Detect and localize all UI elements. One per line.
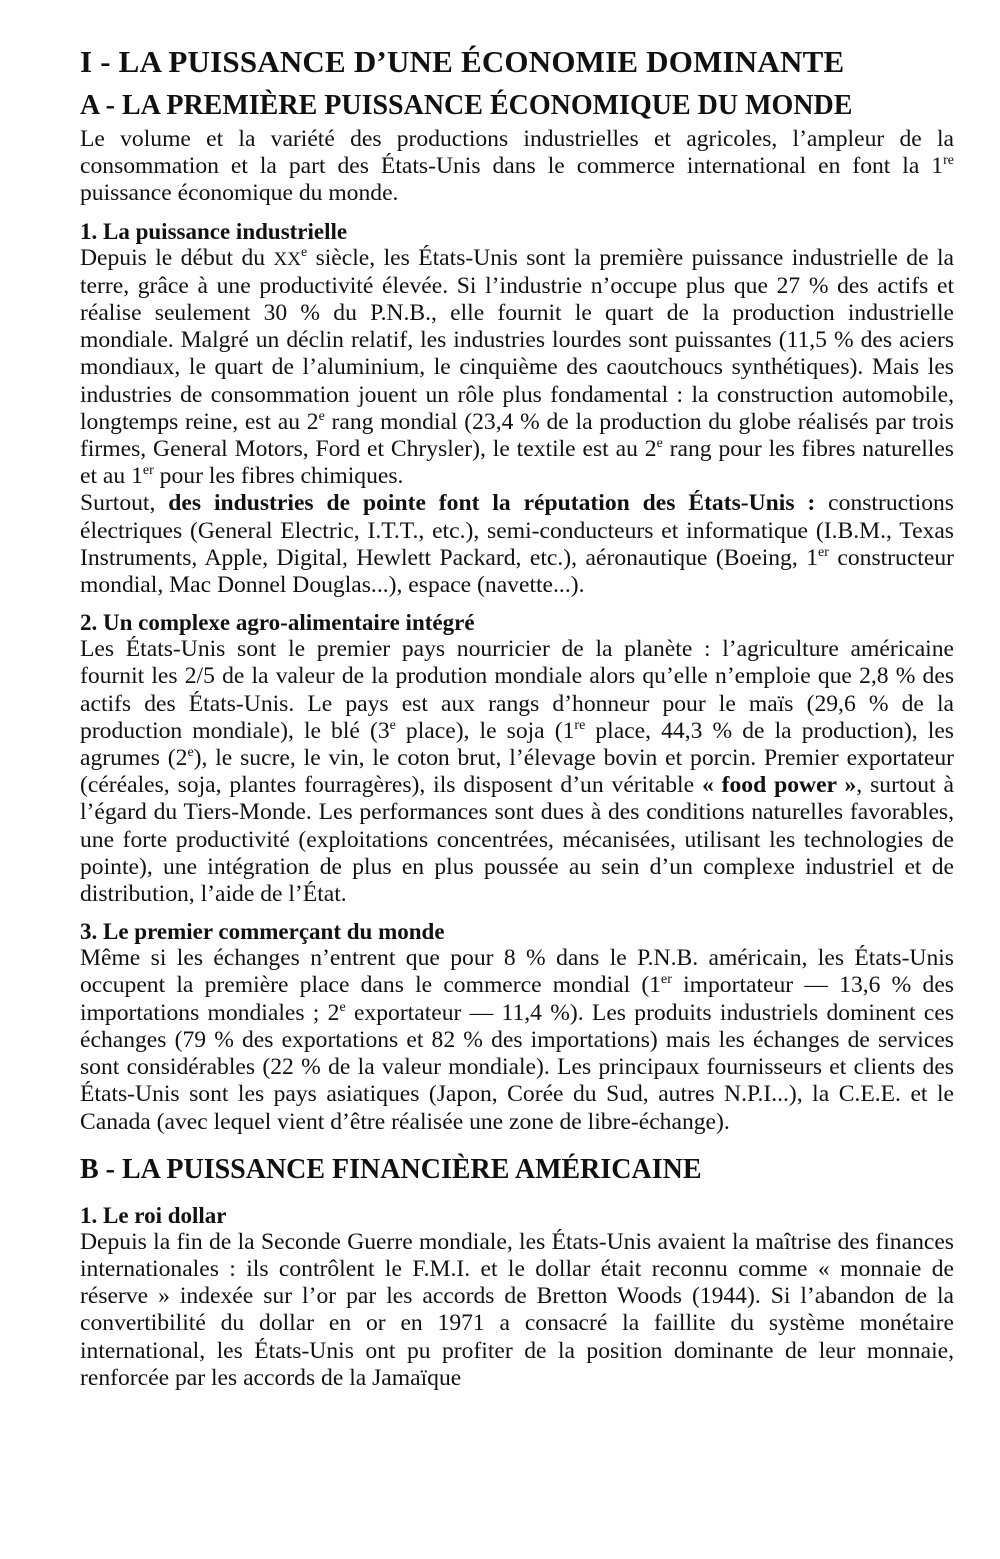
- section-b-heading: B - LA PUISSANCE FINANCIÈRE AMÉRICAINE: [80, 1153, 702, 1185]
- paragraph-agro: [80, 636, 954, 908]
- superscript: re: [574, 717, 586, 733]
- superscript: e: [389, 717, 396, 733]
- subsection-heading-dollar: 1. Le roi dollar: [80, 1202, 227, 1228]
- paragraph-industrielle: [80, 245, 954, 491]
- text-run: pour les fibres chimiques.: [153, 463, 404, 490]
- text-run: puissance économique du monde.: [80, 180, 399, 207]
- text-run: siècle, les États-Unis sont la première puissance industrielle de la terre, grâce à une productivité élevée. Si l’industrie n’occupe plus que 27 % des actifs et réalise seulement 30 % du P.N.B., elle fournit le quart de la production industrielle mondiale. Malgré un déclin relatif, les industries lourdes sont puissantes (11,5 % des aciers mondiaux, le quart de l’aluminium, le cinquième des caoutchoucs synthétiques). Mais les industries de consommation jouent un rôle plus fondamental : la construction automobile, longtemps reine, est au 2: [80, 244, 954, 435]
- paragraph-commercant: [80, 945, 954, 1135]
- superscript: e: [318, 408, 325, 424]
- superscript: e: [339, 999, 346, 1015]
- paragraph-dollar: Depuis la fin de la Seconde Guerre mondiale, les États-Unis avaient la maîtrise des finances internationales : ils contrôlent le F.M.I. et le dollar était reconnu comme « monnaie de réserve » indexée sur l’or par les accords de Bretton Woods (1944). Si l’abandon de la convertibilité du dollar en or en 1971 a consacré la faillite du système monétaire international, les États-Unis ont pu profiter de la position dominante de leur monnaie, renforcée par les accords de la Jamaïque: [80, 1228, 954, 1391]
- subsection-heading-commercant: 3. Le premier commerçant du monde: [80, 919, 445, 945]
- text-run: Surtout,: [80, 490, 169, 517]
- text-run: ), le sucre, le vin, le coton brut, l’élevage bovin et porcin. Premier exportateur (céréales, soja, plantes fourragères), ils disposent d’un véritable: [80, 745, 955, 799]
- text-run: Le volume et la variété des productions industrielles et agricoles, l’ampleur de la consommation et la part des États-Unis dans le commerce international en font la 1: [80, 126, 954, 180]
- superscript: e: [300, 244, 308, 260]
- text-run: rang mondial (23,4 % de la production du globe réalisés par trois firmes, General Motors, Ford et Chrysler), le textile est au 2: [80, 408, 954, 463]
- superscript: er: [660, 972, 672, 988]
- superscript: re: [943, 153, 954, 169]
- subsection-heading-industrielle: 1. La puissance industrielle: [80, 218, 348, 244]
- bold-emphasis: des industries de pointe font la réputation des États-Unis :: [168, 490, 816, 517]
- superscript: e: [656, 436, 663, 452]
- section-a-heading: A - LA PREMIÈRE PUISSANCE ÉCONOMIQUE DU MONDE: [80, 90, 853, 121]
- text-run: Depuis le début du: [80, 244, 274, 271]
- superscript: e: [187, 745, 194, 761]
- paragraph-industries-de-pointe: [80, 490, 954, 599]
- text-run: constructeur mondial, Mac Donnel Douglas...), espace (navette...).: [80, 544, 954, 599]
- text-run: exportateur — 11,4 %). Les produits industriels dominent ces échanges (79 % des exportations et 82 % des importations) mais les échanges de services sont considérables (22 % de la valeur mondiale). Les principaux fournisseurs et clients des États-Unis sont les pays asiatiques (Japon, Corée du Sud, autres N.P.I...), la C.E.E. et le Canada (avec lequel vient d’être réalisée une zone de libre-échange).: [80, 999, 954, 1135]
- small-caps-text: XX: [273, 248, 301, 270]
- bold-emphasis: « food power »: [701, 772, 857, 799]
- superscript: er: [142, 463, 154, 479]
- superscript: er: [818, 544, 829, 560]
- text-run: Même si les échanges n’entrent que pour 8 % dans le P.N.B. américain, les États-Unis occupent la première place dans le commerce mondial (1: [80, 945, 954, 999]
- text-run: constructions électriques (General Electric, I.T.T., etc.), semi-conducteurs et informatique (I.B.M., Texas Instruments, Apple, Digital, Hewlett Packard, etc.), aéronautique (Boeing, 1: [80, 490, 954, 571]
- section-a-intro: [80, 126, 954, 208]
- text-run: , surtout à l’égard du Tiers-Monde. Les performances sont dues à des conditions naturelles favorables, une forte productivité (exploitations concentrées, mécanisées, utilisant les technologies de pointe), une intégration de plus en plus poussée au sein d’un complexe industriel et de distribution, l’aide de l’État.: [80, 772, 954, 908]
- text-run: place, 44,3 % de la production), les agrumes (2: [80, 717, 954, 772]
- page-title: I - LA PUISSANCE D’UNE ÉCONOMIE DOMINANTE: [80, 44, 845, 79]
- text-run: Les États-Unis sont le premier pays nourricier de la planète : l’agriculture américaine fournit les 2/5 de la valeur de la prodution mondiale alors qu’elle n’emploie que 2,8 % des actifs des États-Unis. Le pays est aux rangs d’honneur pour le maïs (29,6 % de la production mondiale), le blé (3: [80, 636, 954, 744]
- text-run: place), le soja (1: [395, 717, 575, 744]
- text-run: importateur — 13,6 % des importations mondiales ; 2: [80, 972, 954, 1026]
- subsection-heading-agro: 2. Un complexe agro-alimentaire intégré: [80, 610, 475, 636]
- text-run: rang pour les fibres naturelles et au 1: [80, 436, 954, 490]
